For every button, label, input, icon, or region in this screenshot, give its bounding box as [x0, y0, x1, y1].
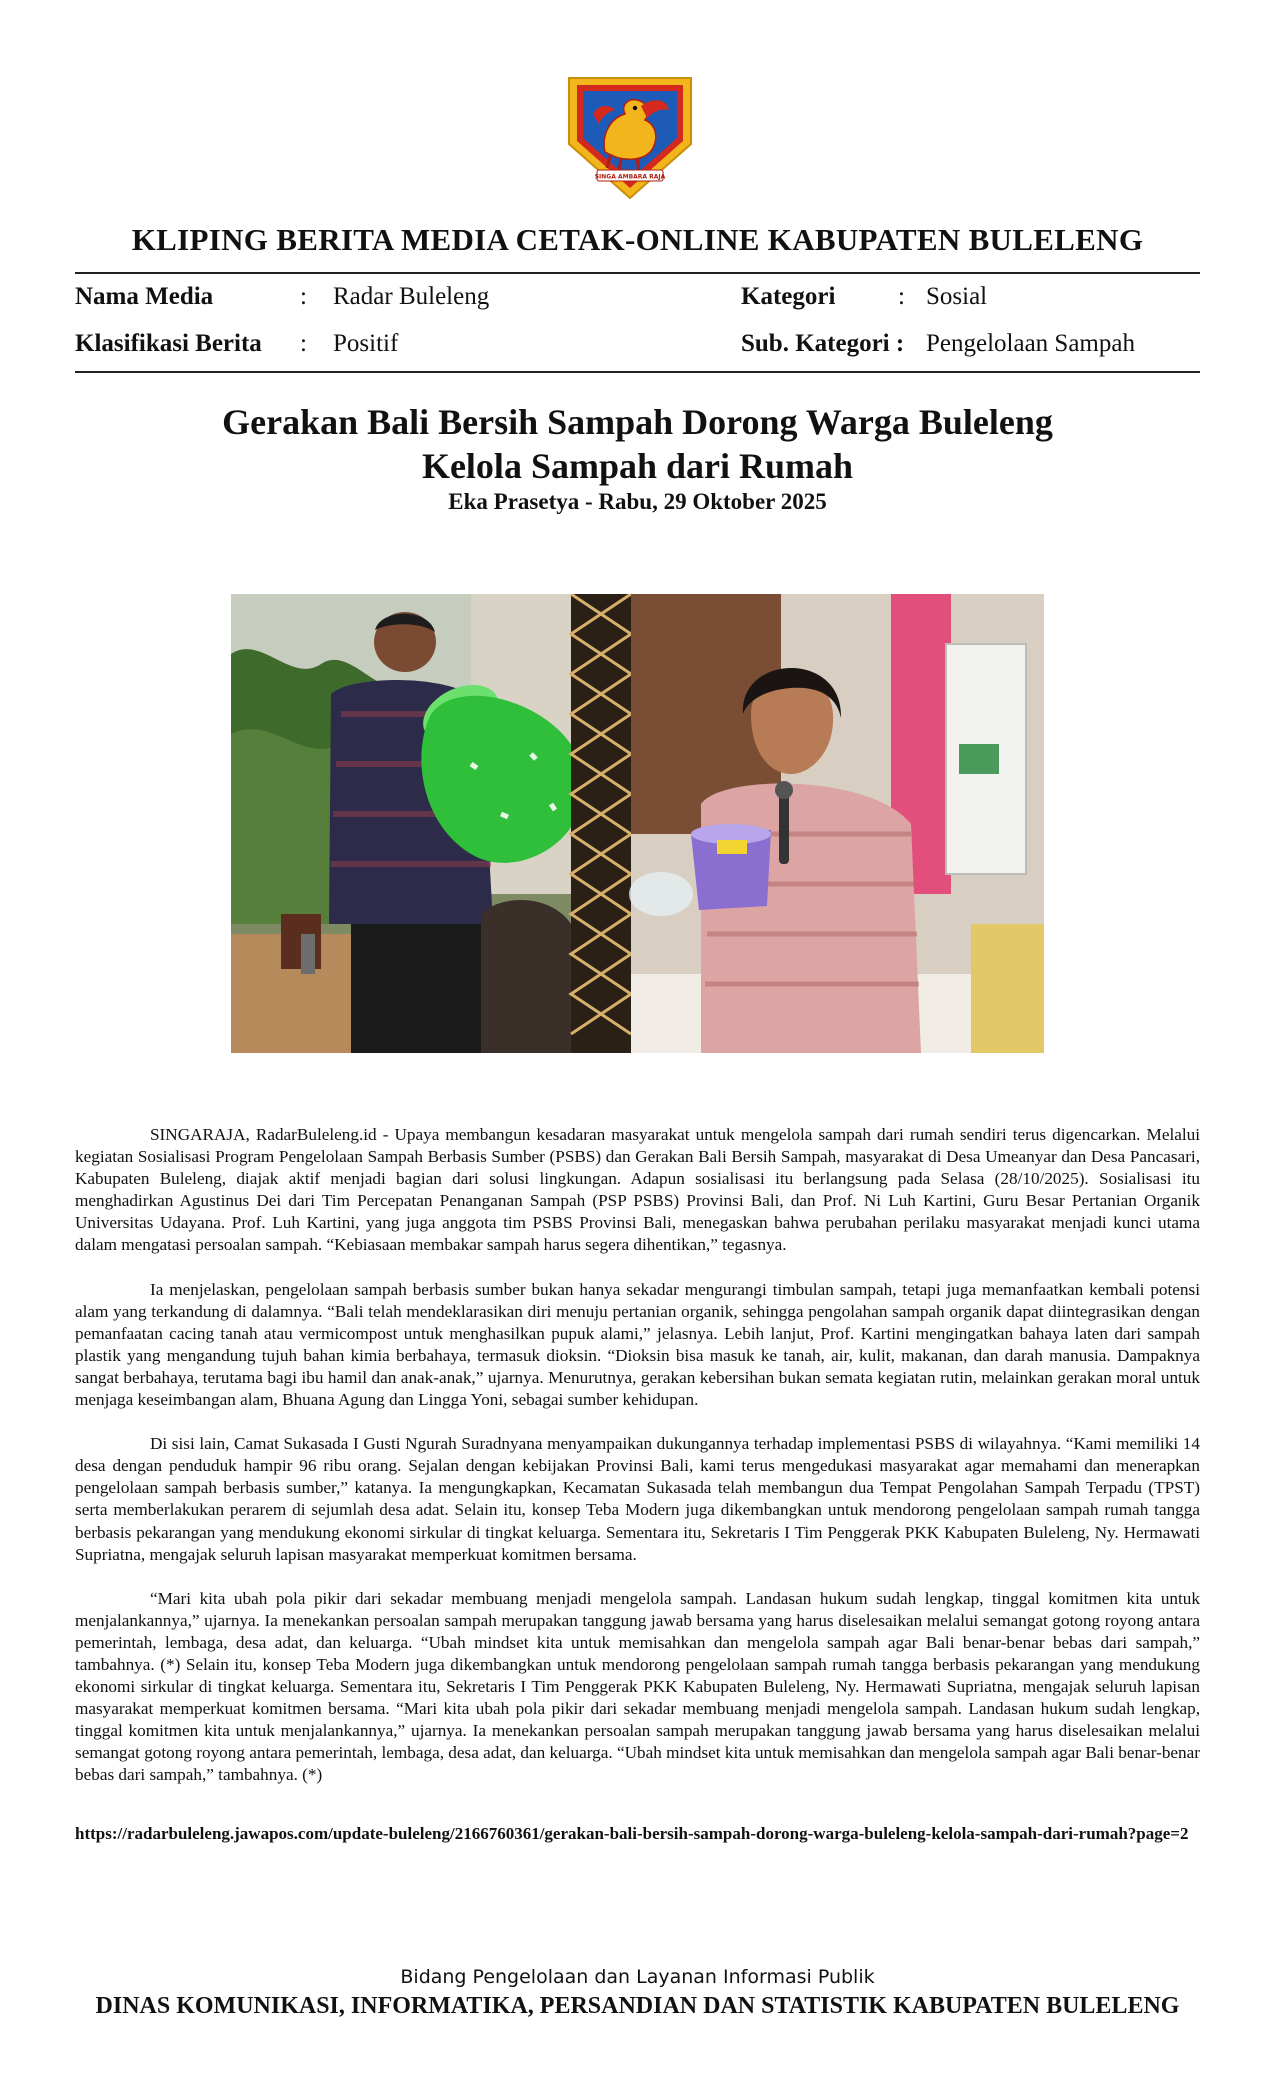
- article-title: [0, 400, 1275, 488]
- article-source-url: https://radarbuleleng.jawapos.com/update-buleleng/2166760361/gerakan-bali-bersih-sampah-dorong-warga-buleleng-kelola-sampah-dari-rumah?page=2: [75, 1824, 1189, 1843]
- nama-media-separator: :: [300, 283, 307, 310]
- article-photo: [231, 594, 1044, 1053]
- crest-motto-ribbon: SINGA AMBARA RAJA: [594, 173, 666, 181]
- footer-title: DINAS KOMUNIKASI, INFORMATIKA, PERSANDIAN DAN STATISTIK KABUPATEN BULELENG: [95, 1993, 1180, 2019]
- klasifikasi-berita-label: Klasifikasi Berita: [75, 330, 262, 357]
- klasifikasi-berita-separator: :: [300, 330, 307, 357]
- kategori-separator: :: [898, 283, 905, 310]
- article-paragraph-2: Ia menjelaskan, pengelolaan sampah berbasis sumber bukan hanya sekadar mengurangi timbulan sampah, tetapi juga memanfaatkan kembali potensi alam yang terkandung di dalamnya. “Bali telah mendeklarasikan diri menuju pertanian organik, sehingga pengolahan sampah organik dapat diintegrasikan dengan pemanfaatan cacing tanah atau vermicompost untuk menghasilkan pupuk alami,” jelasnya. Lebih lanjut, Prof. Kartini mengingatkan bahaya laten dari sampah plastik yang mengandung tujuh bahan kimia berbahaya, termasuk dioksin. “Dioksin bisa masuk ke tanah, air, kulit, makanan, dan darah manusia. Dampaknya sangat berbahaya, terutama bagi ibu hamil dan anak-anak,” ujarnya. Menurutnya, gerakan kebersihan bukan semata kegiatan rutin, melainkan gerakan moral untuk menjaga keseimbangan alam, Bhuana Agung dan Lingga Yoni, sebagai sumber kehidupan.: [75, 1279, 1200, 1410]
- sub-kategori-label: Sub. Kategori :: [741, 330, 905, 357]
- kategori-label: Kategori: [741, 283, 836, 310]
- nama-media-label: Nama Media: [75, 283, 214, 310]
- article-title-line-1: Gerakan Bali Bersih Sampah Dorong Warga Buleleng: [222, 402, 1053, 442]
- kategori-value: Sosial: [926, 283, 988, 310]
- sub-kategori-value: Pengelolaan Sampah: [926, 330, 1135, 357]
- article-paragraph-1: SINGARAJA, RadarBuleleng.id - Upaya membangun kesadaran masyarakat untuk mengelola sampah dari rumah sendiri terus digencarkan. Melalui kegiatan Sosialisasi Program Pengelolaan Sampah Berbasis Sumber (PSBS) dan Gerakan Bali Bersih Sampah, masyarakat di Desa Umeanyar dan Desa Pancasari, Kabupaten Buleleng, diajak aktif menjadi bagian dari solusi lingkungan. Adapun sosialisasi itu berlangsung pada Selasa (28/10/2025). Sosialisasi itu menghadirkan Agustinus Dei dari Tim Percepatan Penanganan Sampah (PSP PSBS) Provinsi Bali, dan Prof. Ni Luh Kartini, Guru Besar Pertanian Organik Universitas Udayana. Prof. Luh Kartini, yang juga anggota tim PSBS Provinsi Bali, menegaskan bahwa perubahan perilaku masyarakat menjadi kunci utama dalam mengatasi persoalan sampah. “Kebiasaan membakar sampah harus segera dihentikan,” tegasnya.: [75, 1125, 1200, 1255]
- article-byline: Eka Prasetya - Rabu, 29 Oktober 2025: [448, 489, 827, 514]
- footer-subtitle: Bidang Pengelolaan dan Layanan Informasi Publik: [400, 1966, 875, 1988]
- article-paragraph-4: “Mari kita ubah pola pikir dari sekadar membuang menjadi mengelola sampah. Landasan hukum sudah lengkap, tinggal komitmen kita untuk menjalankannya,” ujarnya. Ia menekankan persoalan sampah merupakan tanggung jawab bersama yang harus diselesaikan melalui semangat gotong royong antara pemerintah, lembaga, desa adat, dan keluarga. “Ubah mindset kita untuk memisahkan dan mengelola sampah agar Bali benar-benar bebas dari sampah,” tambahnya. (*) Selain itu, konsep Teba Modern juga dikembangkan untuk mendorong pengelolaan sampah rumah tangga berbasis pekarangan yang mendukung ekonomi sirkular di tingkat keluarga. Sementara itu, Sekretaris I Tim Penggerak PKK Kabupaten Buleleng, Ny. Hermawati Supriatna, mengajak seluruh lapisan masyarakat memperkuat komitmen bersama. “Mari kita ubah pola pikir dari sekadar membuang menjadi mengelola sampah. Landasan hukum sudah lengkap, tinggal komitmen kita untuk menjalankannya,” ujarnya. Ia menekankan persoalan sampah merupakan tanggung jawab bersama yang harus diselesaikan melalui semangat gotong royong antara pemerintah, lembaga, desa adat, dan keluarga. “Ubah mindset kita untuk memisahkan dan mengelola sampah agar Bali benar-benar bebas dari sampah,” tambahnya. (*): [75, 1588, 1200, 1785]
- article-body: [75, 1124, 1200, 1809]
- article-paragraph-3: Di sisi lain, Camat Sukasada I Gusti Ngurah Suradnyana menyampaikan dukungannya terhadap implementasi PSBS di wilayahnya. “Kami memiliki 14 desa dengan penduduk hampir 96 ribu orang. Sejalan dengan kebijakan Provinsi Bali, kami terus mengedukasi masyarakat agar memahami dan menerapkan pengelolaan sampah berbasis sumber,” katanya. Ia mengungkapkan, Kecamatan Sukasada telah membangun dua Tempat Pengolahan Sampah Terpadu (TPST) serta memberlakukan perarem di sejumlah desa adat. Selain itu, konsep Teba Modern juga dikembangkan untuk mendorong pengelolaan sampah rumah tangga berbasis pekarangan yang mendukung ekonomi sirkular di tingkat keluarga. Sementara itu, Sekretaris I Tim Penggerak PKK Kabupaten Buleleng, Ny. Hermawati Supriatna, mengajak seluruh lapisan masyarakat memperkuat komitmen bersama.: [75, 1434, 1200, 1564]
- article-title-line-2: Kelola Sampah dari Rumah: [421, 446, 854, 486]
- header-top-divider: [75, 272, 1200, 274]
- header-bottom-divider: [75, 371, 1200, 373]
- singa-ambara-raja-crest-icon: [563, 74, 697, 202]
- clipping-header-title: KLIPING BERITA MEDIA CETAK-ONLINE KABUPATEN BULELENG: [131, 222, 1144, 257]
- klasifikasi-berita-value: Positif: [333, 330, 399, 357]
- nama-media-value: Radar Buleleng: [333, 283, 490, 310]
